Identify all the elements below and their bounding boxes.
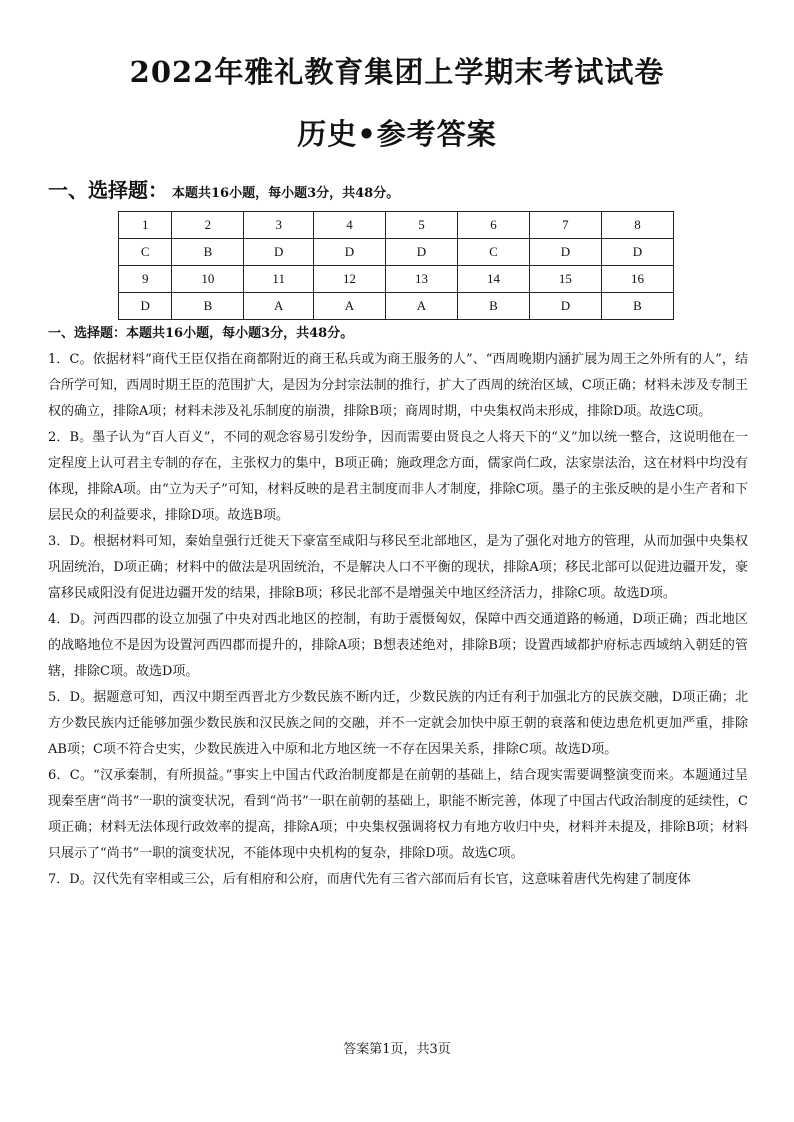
answer-table-cell: D (119, 293, 172, 320)
answer-table-cell: D (385, 239, 457, 266)
answer-table-cell: 5 (385, 212, 457, 239)
explanation-item: 6．C。“汉承秦制，有所损益。”事实上中国古代政治制度都是在前朝的基础上，结合现实需要调整演变而来。本题通过呈现秦至唐“尚书”一职的演变状况，看到“尚书”一职在前朝的基础上，职能不断完善，体现了中国古代政治制度的延续性，C项正确；材料无法体现行政效率的提高，排除A项；中央集权强调将权力有地方收归中央，材料并未提及，排除B项；材料只展示了“尚书”一职的演变状况，不能体现中央机构的复杂，排除D项。故选C项。 (48, 768, 748, 861)
answer-table-cell: C (119, 239, 172, 266)
explanation-item: 2．B。墨子认为“百人百义”，不同的观念容易引发纷争，因而需要由贤良之人将天下的“义”加以统一整合，这说明他在一定程度上认可君主专制的存在，主张权力的集中，B项正确；施政理念方面，儒家尚仁政，法家崇法治，这在材料中均没有体现，排除A项。由“立为天子”可知，材料反映的是君主制度而非人才制度，排除C项。墨子的主张反映的是小生产者和下层民众的利益要求，排除D项。故选B项。 (48, 430, 748, 523)
page-footer: 答案第1页，共3页 (343, 1042, 451, 1057)
document-title: 2022年雅礼教育集团上学期末考试试卷 (129, 55, 665, 89)
section-heading-label: 一、选择题： (48, 178, 168, 202)
answer-table-cell: 10 (172, 266, 244, 293)
answer-table-cell: A (244, 293, 314, 320)
explanation-item: 3．D。根据材料可知，秦始皇强行迁徙天下豪富至咸阳与移民至北部地区，是为了强化对地方的管理，从而加强中央集权巩固统治，D项正确；材料中的做法是巩固统治，不是解决人口不平衡的现状，排除A项；移民北部可以促进边疆开发，豪富移民咸阳没有促进边疆开发的结果，排除B项；移民北部不是增强关中地区经济活力，排除C项。故选D项。 (48, 534, 748, 601)
answer-table-row (119, 266, 674, 293)
answer-table-cell: B (601, 293, 673, 320)
answer-table-cell: D (529, 239, 601, 266)
section-heading-note: 本题共16小题，每小题3分，共48分。 (172, 186, 400, 201)
answer-table-row (119, 212, 674, 239)
answer-table-cell: 13 (385, 266, 457, 293)
explanation-item: 1．C。依据材料“商代王臣仅指在商都附近的商王私兵或为商王服务的人”、“西周晚期内涵扩展为周王之外所有的人”，结合所学可知，西周时期王臣的范围扩大，是因为分封宗法制的推行，扩大了西周的统治区域，C项正确；材料未涉及专制王权的确立，排除A项；材料未涉及礼乐制度的崩溃，排除B项；商周时期，中央集权尚未形成，排除D项。故选C项。 (48, 352, 748, 419)
answer-table-cell: D (244, 239, 314, 266)
answer-table-cell: 12 (313, 266, 385, 293)
answer-table-cell: 2 (172, 212, 244, 239)
answer-table-cell: 15 (529, 266, 601, 293)
answer-table-cell: B (172, 239, 244, 266)
answer-table-cell: 3 (244, 212, 314, 239)
document-subtitle: 历史•参考答案 (297, 117, 497, 151)
answer-table-cell: A (313, 293, 385, 320)
explanations-intro: 一、选择题：本题共16小题，每小题3分，共48分。 (48, 326, 354, 341)
answer-table-cell: 14 (457, 266, 529, 293)
section-heading (48, 174, 399, 203)
answer-table-cell: B (172, 293, 244, 320)
answer-table-cell: B (457, 293, 529, 320)
explanation-item: 7．D。汉代先有宰相或三公，后有相府和公府，而唐代先有三省六部而后有长官，这意味着唐代先构建了制度体 (48, 872, 691, 887)
answer-table-row (119, 293, 674, 320)
answer-table-cell: 7 (529, 212, 601, 239)
answer-table-row (119, 239, 674, 266)
explanation-item: 4．D。河西四郡的设立加强了中央对西北地区的控制，有助于震慑匈奴，保障中西交通道路的畅通，D项正确；西北地区的战略地位不是因为设置河西四郡而提升的，排除A项；B想表述绝对，排除B项；设置西域都护府标志西域纳入朝廷的管辖，排除C项。故选D项。 (48, 612, 748, 679)
answer-table-cell: 9 (119, 266, 172, 293)
answer-table-cell: 4 (313, 212, 385, 239)
answer-table-cell: 8 (601, 212, 673, 239)
explanation-item: 5．D。据题意可知，西汉中期至西晋北方少数民族不断内迁，少数民族的内迁有利于加强北方的民族交融，D项正确；北方少数民族内迁能够加强少数民族和汉民族之间的交融，并不一定就会加快中原王朝的衰落和使边患危机更加严重，排除AB项；C项不符合史实，少数民族进入中原和北方地区统一不存在因果关系，排除C项。故选D项。 (48, 690, 748, 757)
answer-table-cell: D (601, 239, 673, 266)
answer-table (118, 211, 674, 320)
answer-table-cell: C (457, 239, 529, 266)
answer-table-cell: D (313, 239, 385, 266)
answer-table-cell: D (529, 293, 601, 320)
answer-table-cell: 11 (244, 266, 314, 293)
explanations (48, 323, 748, 893)
answer-table-cell: 6 (457, 212, 529, 239)
answer-table-cell: A (385, 293, 457, 320)
answer-table-cell: 1 (119, 212, 172, 239)
answer-table-cell: 16 (601, 266, 673, 293)
